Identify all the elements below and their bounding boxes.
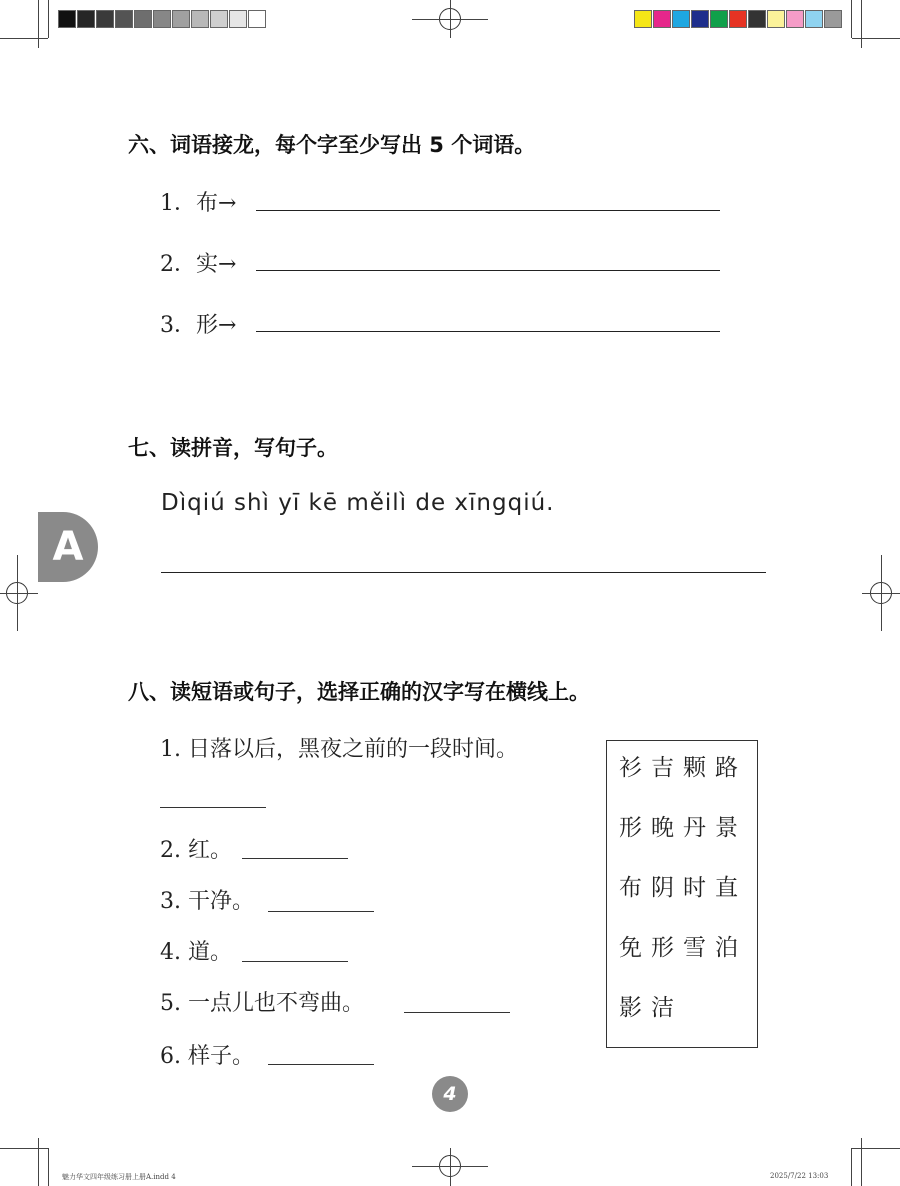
chain-item-2 [160,247,236,278]
swatch [96,10,114,28]
question-6: 6. 样子。 [160,1044,254,1069]
word-bank-row-5: 影洁 [619,995,683,1021]
chain-item-3 [160,308,236,339]
file-slug: 魅力华文四年级练习册上册A.indd 4 [62,1173,176,1181]
answer-blank-3[interactable] [268,911,374,912]
item-number: 2． [160,252,196,277]
swatch [805,10,823,28]
section-7-heading: 七、读拼音，写句子。 [128,436,338,460]
question-4: 4. 道。 [160,940,232,965]
answer-blank-6[interactable] [268,1064,374,1065]
question-1: 1. 日落以后，黑夜之前的一段时间。 [160,737,518,762]
arrow: → [218,191,237,216]
start-character: 实 [196,252,219,277]
swatch [748,10,766,28]
answer-blank-4[interactable] [242,961,348,962]
swatch [210,10,228,28]
sentence-answer-line[interactable] [161,572,766,573]
swatch [248,10,266,28]
page-number-badge: 4 [432,1076,468,1112]
answer-line-3[interactable] [256,331,720,332]
item-number: 1． [160,191,196,216]
answer-blank-2[interactable] [242,858,348,859]
word-bank-box [606,740,758,1048]
swatch [786,10,804,28]
answer-line-2[interactable] [256,270,720,271]
swatch [824,10,842,28]
swatch [191,10,209,28]
answer-blank-1[interactable] [160,807,266,808]
word-bank-row-4: 免形雪泊 [619,935,747,961]
question-5: 5. 一点儿也不弯曲。 [160,991,364,1016]
swatch [634,10,652,28]
swatch [134,10,152,28]
item-number: 3． [160,313,196,338]
swatch [691,10,709,28]
swatch [653,10,671,28]
word-bank-row-1: 衫吉颗路 [619,755,747,781]
answer-blank-5[interactable] [404,1012,510,1013]
section-tab-a: A [38,512,98,582]
swatch [77,10,95,28]
arrow: → [218,313,237,338]
section-8-heading: 八、读短语或句子，选择正确的汉字写在横线上。 [128,680,590,704]
swatch [729,10,747,28]
swatch [58,10,76,28]
swatch [172,10,190,28]
swatch [229,10,247,28]
arrow: → [218,252,237,277]
word-bank-row-3: 布阴时直 [619,875,747,901]
question-3: 3. 干净。 [160,889,254,914]
word-bank-row-2: 形晚丹景 [619,815,747,841]
swatch [767,10,785,28]
start-character: 布 [196,191,219,216]
question-2: 2. 红。 [160,838,232,863]
section-6-heading: 六、词语接龙，每个字至少写出 5 个词语。 [128,133,536,157]
swatch [153,10,171,28]
timestamp-slug: 2025/7/22 13:03 [770,1172,829,1180]
swatch [672,10,690,28]
pinyin-sentence: Dìqiú shì yī kē měilì de xīngqiú. [161,490,555,516]
chain-item-1 [160,186,236,217]
swatch [710,10,728,28]
swatch [115,10,133,28]
answer-line-1[interactable] [256,210,720,211]
start-character: 形 [196,313,219,338]
